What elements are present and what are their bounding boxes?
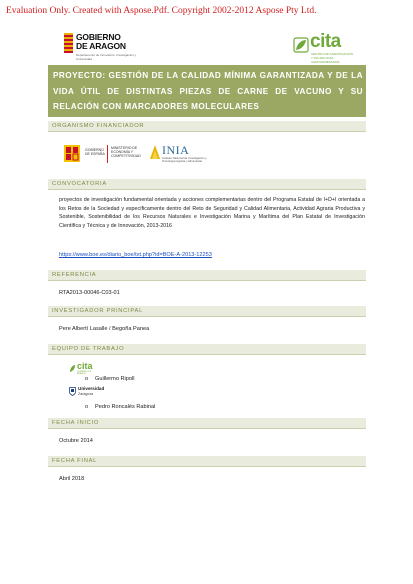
section-equipo-trabajo: EQUIPO DE TRABAJO <box>48 344 366 355</box>
section-fecha-final: FECHA FINAL <box>48 456 366 467</box>
cita-subtitle: CENTRO DE INVESTIGACIÓN Y TECNOLOGÍA AGROALIMENTARIA <box>311 52 354 64</box>
referencia-value: RTA2013-00046-C03-01 <box>59 290 120 296</box>
list-bullet: o <box>85 376 89 382</box>
aragon-flag-icon <box>64 33 73 53</box>
project-title-banner <box>48 65 366 117</box>
section-convocatoria: CONVOCATORIA <box>48 179 366 190</box>
gobierno-espana-label: GOBIERNO DE ESPAÑA <box>85 148 105 156</box>
equipo-member-ripoll <box>85 376 134 382</box>
gobierno-aragon-logo <box>64 33 144 59</box>
inia-logo <box>148 143 212 165</box>
list-bullet: o <box>85 404 89 410</box>
uz-line2: Zaragoza <box>78 391 94 396</box>
member-name: Pedro Roncalés Rabinal <box>95 404 156 410</box>
cita-wordmark: cita <box>310 31 341 52</box>
section-referencia: REFERENCIA <box>48 270 366 281</box>
uz-line1: Universidad <box>78 386 105 391</box>
section-organismo-financiador: ORGANISMO FINANCIADOR <box>48 121 366 132</box>
aragon-line2: DE ARAGON <box>76 41 126 51</box>
convocatoria-boe-link[interactable]: https://www.boe.es/diario_boe/txt.php?id=BOE-A-2013-12253 <box>59 252 212 258</box>
fecha-final-value: Abril 2018 <box>59 476 85 482</box>
ministerio-label: MINISTERIO DE ECONOMÍA Y COMPETITIVIDAD <box>111 146 141 158</box>
cita-small-wordmark: cita <box>77 361 93 371</box>
aragon-line1: GOBIERNO <box>76 32 121 42</box>
member-name: Guillermo Ripoll <box>95 376 135 382</box>
spain-coat-of-arms-icon <box>61 143 83 164</box>
aragon-logo-text <box>76 33 126 51</box>
cita-small-leaf-icon <box>69 364 76 373</box>
universidad-zaragoza-logo <box>69 386 105 399</box>
inia-subtitle: Instituto Nacional de Investigación y Tecnología Agraria y Alimentaria <box>162 156 207 164</box>
ministerio-logo <box>61 143 143 165</box>
cita-small-logo <box>69 362 95 374</box>
convocatoria-text: proyectos de investigación fundamental orientada y acciones complementarias dentro del Programa Estatal de I+D+I orientada a los Retos de la Sociedad y específicamente dentro del Reto de Seguridad y Calidad Alimentaria, Actividad Agraria Productiva y Sostenible, Sostenibilidad de los Recursos Naturales e Investigación Marina y Marítima del Plan Estatal de Investigación Científica y Técnica y de Innovación, 2013-2016 <box>59 197 365 229</box>
cita-leaf-icon <box>293 36 309 54</box>
section-investigador-principal: INVESTIGADOR PRINCIPAL <box>48 306 366 317</box>
cita-logo <box>293 31 354 64</box>
investigador-value: Pere Albertí Lasalle / Begoña Panea <box>59 326 150 332</box>
evaluation-watermark: Evaluation Only. Created with Aspose.Pdf. Copyright 2002-2012 Aspose Pty Ltd. <box>6 6 317 16</box>
cita-small-subtitle: GOBIERNO DE ARAGON <box>77 371 92 375</box>
project-title: PROYECTO: GESTIÓN DE LA CALIDAD MÍNIMA GARANTIZADA Y DE LA VIDA ÚTIL DE DISTINTAS PIEZAS DE CARNE DE VACUNO Y SU RELACIÓN CON MARCADORES MOLECULARES <box>53 71 363 111</box>
ministerio-divider <box>107 145 108 163</box>
section-fecha-inicio: FECHA INICIO <box>48 418 366 429</box>
inia-wordmark: INIA <box>162 143 190 157</box>
aragon-subtitle: Departamento de Innovación, Investigación y Universidad <box>76 53 137 61</box>
inia-mark-icon <box>148 143 162 161</box>
equipo-member-roncales <box>85 404 155 410</box>
fecha-inicio-value: Octubre 2014 <box>59 438 93 444</box>
uz-shield-icon <box>69 387 76 396</box>
